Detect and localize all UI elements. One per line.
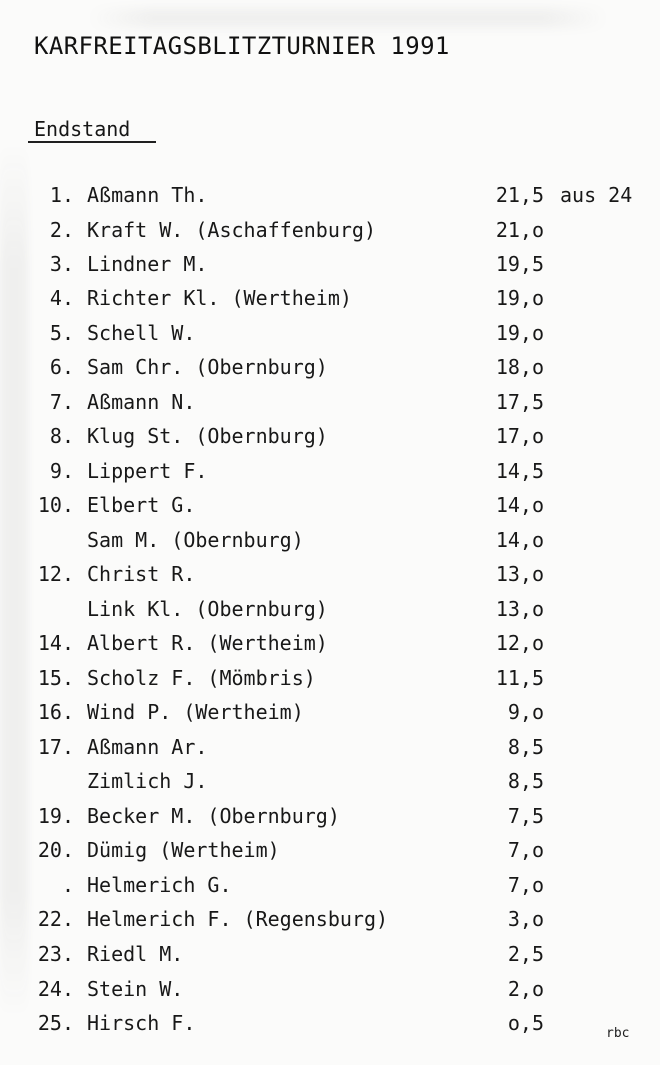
standing-row (0, 868, 660, 902)
player-name: Christ R. (87, 562, 196, 586)
standing-row (0, 937, 660, 971)
standing-row (0, 592, 660, 626)
standing-row (0, 799, 660, 833)
show-through-header-shadow (88, 8, 608, 28)
player-name: Lippert F. (87, 459, 208, 483)
standing-row (0, 454, 660, 488)
standing-row (0, 1006, 660, 1040)
standing-row (0, 626, 660, 660)
player-score: 8,5 (507, 769, 544, 793)
standing-rank: 2. (49, 218, 74, 242)
player-score: 2,5 (507, 942, 544, 966)
player-name: Scholz F. (Mömbris) (87, 666, 316, 690)
player-score: 17,o (495, 424, 544, 448)
player-score: 2,o (507, 977, 544, 1001)
standing-row (0, 350, 660, 384)
standing-row (0, 833, 660, 867)
player-name: Link Kl. (Obernburg) (87, 597, 328, 621)
player-name: Zimlich J. (87, 769, 208, 793)
standings-list (0, 178, 660, 1038)
player-score: 19,o (495, 321, 544, 345)
standing-rank: 4. (49, 286, 74, 310)
standing-rank: . (61, 873, 74, 897)
standing-rank: 23. (37, 942, 74, 966)
player-score: 21,5 (495, 183, 544, 207)
player-score: 3,o (507, 907, 544, 931)
player-name: Albert R. (Wertheim) (87, 631, 328, 655)
standing-rank: 10. (37, 493, 74, 517)
player-name: Aßmann Th. (87, 183, 208, 207)
standing-row (0, 523, 660, 557)
standing-rank: 1. (49, 183, 74, 207)
standing-rank: 15. (37, 666, 74, 690)
author-initials: rbc (606, 1026, 630, 1041)
player-score: 21,o (495, 218, 544, 242)
player-score: 13,o (495, 597, 544, 621)
standing-row (0, 557, 660, 591)
player-name: Helmerich G. (87, 873, 232, 897)
player-score: 18,o (495, 355, 544, 379)
player-name: Dümig (Wertheim) (87, 838, 280, 862)
player-name: Aßmann Ar. (87, 735, 208, 759)
player-score: 9,o (507, 700, 544, 724)
standing-rank: 9. (49, 459, 74, 483)
player-name: Lindner M. (87, 252, 208, 276)
standing-row (0, 902, 660, 936)
player-score: 19,5 (495, 252, 544, 276)
standing-row (0, 281, 660, 315)
standing-rank: 25. (37, 1011, 74, 1035)
player-score: 14,o (495, 528, 544, 552)
player-name: Helmerich F. (Regensburg) (87, 907, 389, 931)
standing-row (0, 488, 660, 522)
standing-rank: 8. (49, 424, 74, 448)
player-name: Wind P. (Wertheim) (87, 700, 304, 724)
tournament-title: KARFREITAGSBLITZTURNIER 1991 (34, 32, 450, 60)
standing-row (0, 316, 660, 350)
standings-heading: Endstand (34, 117, 131, 141)
player-score: 12,o (495, 631, 544, 655)
standing-rank: 3. (49, 252, 74, 276)
player-score: 11,5 (495, 666, 544, 690)
player-score: 7,o (507, 873, 544, 897)
standing-row (0, 730, 660, 764)
player-name: Klug St. (Obernburg) (87, 424, 328, 448)
standing-row (0, 178, 660, 212)
standing-row (0, 385, 660, 419)
player-name: Schell W. (87, 321, 196, 345)
player-score: 8,5 (507, 735, 544, 759)
standing-row (0, 213, 660, 247)
standing-rank: 14. (37, 631, 74, 655)
player-score: 19,o (495, 286, 544, 310)
player-score: o,5 (507, 1011, 544, 1035)
standing-rank: 22. (37, 907, 74, 931)
player-name: Aßmann N. (87, 390, 196, 414)
player-name: Riedl M. (87, 942, 184, 966)
player-score: 14,5 (495, 459, 544, 483)
standing-row (0, 661, 660, 695)
player-name: Stein W. (87, 977, 184, 1001)
standing-row (0, 695, 660, 729)
player-name: Richter Kl. (Wertheim) (87, 286, 352, 310)
player-name: Becker M. (Obernburg) (87, 804, 340, 828)
standing-rank: 16. (37, 700, 74, 724)
standing-row (0, 972, 660, 1006)
player-name: Sam M. (Obernburg) (87, 528, 304, 552)
standing-row (0, 764, 660, 798)
player-name: Elbert G. (87, 493, 196, 517)
standing-rank: 5. (49, 321, 74, 345)
player-score: 7,o (507, 838, 544, 862)
standing-row (0, 247, 660, 281)
player-name: Sam Chr. (Obernburg) (87, 355, 328, 379)
score-note: aus 24 (560, 183, 633, 207)
standing-row (0, 419, 660, 453)
standing-rank: 17. (37, 735, 74, 759)
standing-rank: 6. (49, 355, 74, 379)
standing-rank: 20. (37, 838, 74, 862)
player-score: 17,5 (495, 390, 544, 414)
player-name: Hirsch F. (87, 1011, 196, 1035)
standings-heading-underline (28, 141, 156, 143)
player-score: 13,o (495, 562, 544, 586)
standing-rank: 19. (37, 804, 74, 828)
standing-rank: 24. (37, 977, 74, 1001)
standing-rank: 12. (37, 562, 74, 586)
player-name: Kraft W. (Aschaffenburg) (87, 218, 376, 242)
standing-rank: 7. (49, 390, 74, 414)
player-score: 14,o (495, 493, 544, 517)
player-score: 7,5 (507, 804, 544, 828)
